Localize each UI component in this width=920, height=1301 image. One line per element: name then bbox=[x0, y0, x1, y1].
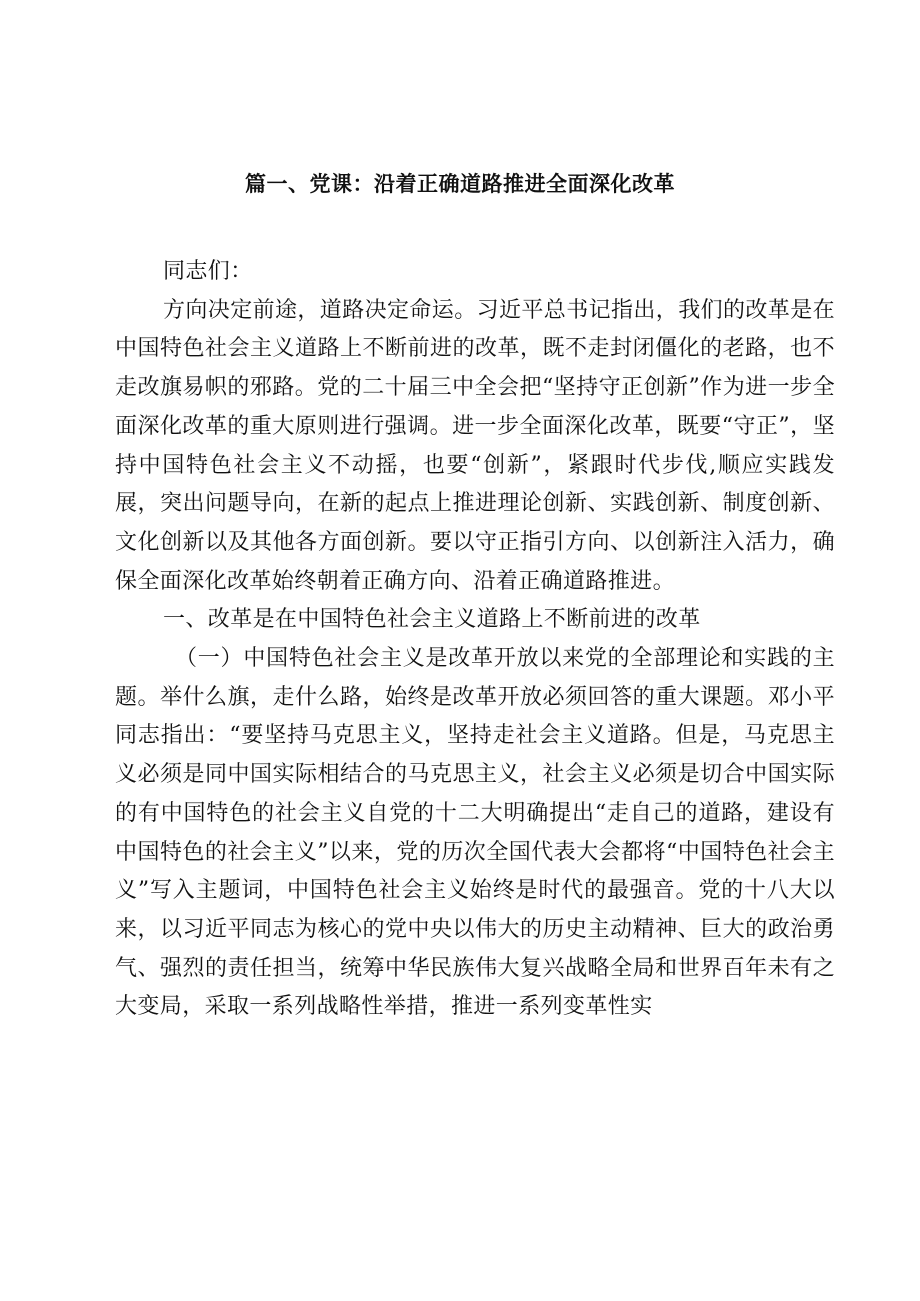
section-heading: 一、改革是在中国特色社会主义道路上不断前进的改革 bbox=[163, 607, 701, 633]
document-title: 篇一、党课：沿着正确道路推进全面深化改革 bbox=[245, 172, 675, 196]
subsection-paragraph: （一）中国特色社会主义是改革开放以来党的全部理论和实践的主题。举什么旗，走什么路，始终是改革开放必须回答的重大课题。邓小平同志指出：“要坚持马克思主义，坚持走社会主义道路。但是，马克思主义必须是同中国实际相结合的马克思主义，社会主义必须是切合中国实际的有中国特色的社会主义自党的十二大明确提出“走自己的道路，建设有中国特色的社会主义”以来，党的历次全国代表大会都将“中国特色社会主义”写入主题词，中国特色社会主义始终是时代的最强音。党的十八大以来，以习近平同志为核心的党中央以伟大的历史主动精神、巨大的政治勇气、强烈的责任担当，统筹中华民族伟大复兴战略全局和世界百年未有之大变局，采取一系列战略性举措，推进一系列变革性实 bbox=[115, 646, 835, 1020]
salutation-paragraph: 同志们： bbox=[163, 259, 253, 284]
intro-paragraph: 方向决定前途，道路决定命运。习近平总书记指出，我们的改革是在中国特色社会主义道路上不断前进的改革，既不走封闭僵化的老路，也不走改旗易帜的邪路。党的二十届三中全会把“坚持守正创新”作为进一步全面深化改革的重大原则进行强调。进一步全面深化改革，既要“守正”，坚持中国特色社会主义不动摇，也要“创新”，紧跟时代步伐,顺应实践发展，突出问题导向，在新的起点上推进理论创新、实践创新、制度创新、文化创新以及其他各方面创新。要以守正指引方向、以创新注入活力，确保全面深化改革始终朝着正确方向、沿着正确道路推进。 bbox=[115, 297, 836, 594]
document-body bbox=[115, 253, 835, 1027]
